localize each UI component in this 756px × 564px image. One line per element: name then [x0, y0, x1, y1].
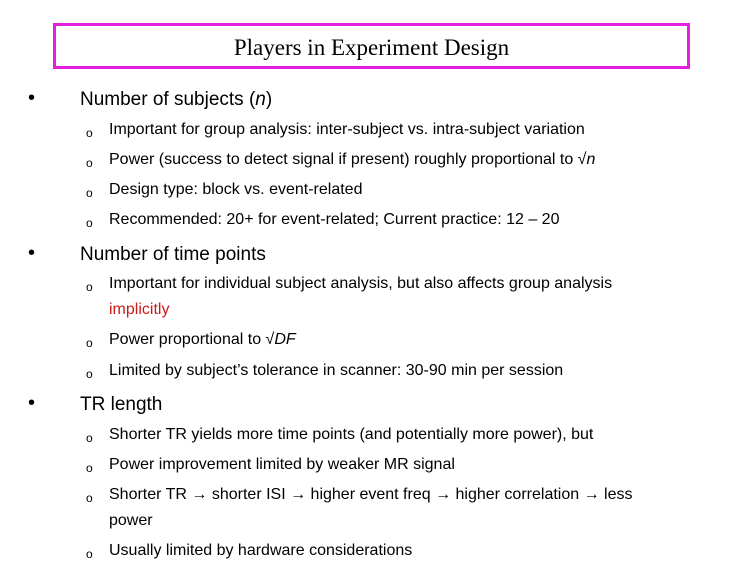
section-heading-time-points: Number of time points: [80, 244, 266, 265]
list-item-continuation: implicitly: [109, 301, 170, 318]
section-heading-tr-length: TR length: [80, 394, 163, 415]
list-item: Shorter TR yields more time points (and potentially more power), but: [109, 426, 594, 443]
list-item: [109, 147, 595, 173]
sub-bullet-marker: o: [86, 280, 93, 294]
sub-bullet-marker: o: [86, 491, 93, 505]
list-item: Limited by subject’s tolerance in scanner: 30-90 min per session: [109, 362, 564, 379]
list-item: Important for group analysis: inter-subject vs. intra-subject variation: [109, 121, 585, 138]
list-item: Design type: block vs. event-related: [109, 181, 363, 198]
list-item-text: Power (success to detect signal if present) roughly proportional to √: [109, 151, 587, 168]
bullet-marker: •: [28, 242, 36, 264]
list-item: Usually limited by hardware considerations: [109, 542, 413, 559]
sub-bullet-marker: o: [86, 461, 93, 475]
sub-bullet-marker: o: [86, 431, 93, 445]
sub-bullet-marker: o: [86, 186, 93, 200]
list-item: [109, 327, 296, 353]
heading-variable: n: [255, 89, 266, 110]
list-item: Important for individual subject analysis, but also affects group analysis: [109, 275, 613, 292]
list-item-variable: DF: [274, 331, 296, 348]
sub-bullet-marker: o: [86, 367, 93, 381]
sub-bullet-marker: o: [86, 126, 93, 140]
list-item: Shorter TR → shorter ISI → higher event freq → higher correlation → less: [109, 486, 633, 503]
sub-bullet-marker: o: [86, 547, 93, 561]
sub-bullet-marker: o: [86, 156, 93, 170]
section-heading-subjects: [80, 89, 272, 111]
bullet-marker: •: [28, 392, 36, 414]
heading-text: ): [265, 89, 273, 110]
slide-title: Players in Experiment Design: [233, 35, 510, 60]
sub-bullet-marker: o: [86, 216, 93, 230]
slide-title-box: [53, 23, 690, 69]
heading-text: Number of subjects (: [80, 89, 256, 110]
list-item: Power improvement limited by weaker MR signal: [109, 456, 455, 473]
list-item-variable: n: [586, 151, 596, 168]
bullet-marker: •: [28, 87, 36, 109]
list-item-text: Power proportional to √: [109, 331, 275, 348]
list-item: Recommended: 20+ for event-related; Current practice: 12 – 20: [109, 211, 560, 228]
sub-bullet-marker: o: [86, 336, 93, 350]
list-item-continuation: power: [109, 512, 153, 529]
